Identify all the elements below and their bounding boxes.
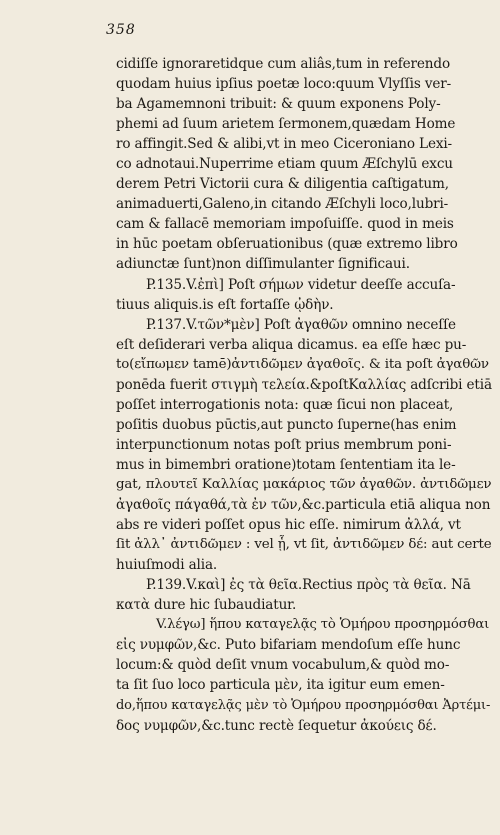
page-number: 358 <box>106 22 136 38</box>
text-line: to(εἴπωμεν tamē)ἀντιδῶμεν ἀγαθοῖς. & ita poſt ἀγαθῶν <box>116 356 489 372</box>
text-line: locum:& quòd deſit vnum vocabulum,& quòd mo- <box>116 657 450 674</box>
text-line: poſſet interrogationis nota: quæ ſicui non placeat, <box>116 396 454 413</box>
text-line: phemi ad ſuum arietem ſermonem,quædam Home <box>116 116 456 133</box>
text-line: ſit ἀλλ᾽ ἀντιδῶμεν : vel ᾗ, vt ſit, ἀντιδῶμεν δέ: aut certe <box>116 537 492 553</box>
text-line: δος νυμφῶν,&c.tunc rectè ſequetur ἀκούεις δέ. <box>116 717 437 734</box>
text-line: adiunctæ ſunt)non diſſimulanter ſignificaui. <box>116 256 410 273</box>
text-line: interpunctionum notas poſt prius membrum poni- <box>116 436 452 453</box>
text-line: V.λέγω] ἥπου καταγελᾷς τὸ Ὁμήρου προσηρμόσθαι <box>156 617 490 633</box>
text-line: eſt deſiderari verba aliqua dicamus. ea eſſe hæc pu- <box>116 336 467 353</box>
text-line: ba Agamemnoni tribuit: & quum exponens Poly- <box>116 96 441 113</box>
text-line: cidiſſe ignoraretidque cum aliâs,tum in referendo <box>116 56 450 72</box>
text-line: ta ſit ſuo loco particula μὲν, ita igitur eum emen- <box>116 677 445 694</box>
text-line: animaduerti,Galeno,in citando Æſchyli loco,lubri- <box>116 196 449 213</box>
text-line: mus in bimembri oratione)totam ſententiam ita le- <box>116 456 456 473</box>
text-line: huiuſmodi alia. <box>116 557 218 574</box>
text-line: gat, πλουτεῖ Καλλίας μακάριος τῶν ἀγαθῶν. ἀντιδῶμεν <box>116 476 492 492</box>
text-line: κατὰ dure hic ſubaudiatur. <box>116 597 297 614</box>
text-line: ro affingit.Sed & alibi,vt in meo Ciceroniano Lexi- <box>116 136 452 153</box>
text-line: ponēda fuerit στιγμὴ τελεία.&poſtΚαλλίας adſcribi etiā <box>116 376 492 393</box>
text-block <box>116 54 492 736</box>
text-line: co adnotaui.Nuperrime etiam quum Æſchylū excu <box>116 156 453 173</box>
text-line: poſitis duobus pūctis,aut puncto ſuperne(has enim <box>116 416 457 433</box>
text-line: εἰς νυμφῶν,&c. Puto bifariam mendoſum eſſe hunc <box>116 637 461 654</box>
text-line: derem Petri Victorii cura & diligentia caſtigatum, <box>116 176 449 193</box>
text-line: abs re videri poſſet opus hic eſſe. nimirum ἀλλά, vt <box>116 517 461 534</box>
text-line: cam & fallacē memoriam impoſuiſſe. quod in meis <box>116 216 454 233</box>
text-line: P.139.V.καὶ] ἐς τὰ θεῖα.Rectius πρὸς τὰ θεῖα. Nā <box>146 577 471 594</box>
text-line: in hūc poetam obſeruationibus (quæ extremo libro <box>116 236 458 253</box>
text-line: quodam huius ipſius poetæ loco:quum Vlyſſis ver- <box>116 76 452 93</box>
text-line: P.135.V.ἐπὶ] Poſt σήμων videtur deeſſe accuſa- <box>146 276 456 293</box>
text-line: ἀγαθοῖς πάγαθά,τὰ ἐν τῶν,&c.particula etiā aliqua non <box>116 497 491 514</box>
text-line: P.137.V.τῶν*μὲν] Poſt ἀγαθῶν omnino neceſſe <box>146 316 456 333</box>
text-line: tiuus aliquis.is eſt fortaſſe ᾠδὴν. <box>116 296 334 313</box>
text-line: do,ἥπου καταγελᾷς μὲν τὸ Ὁμήρου προσηρμόσθαι Ἀρτέμι- <box>116 697 491 713</box>
